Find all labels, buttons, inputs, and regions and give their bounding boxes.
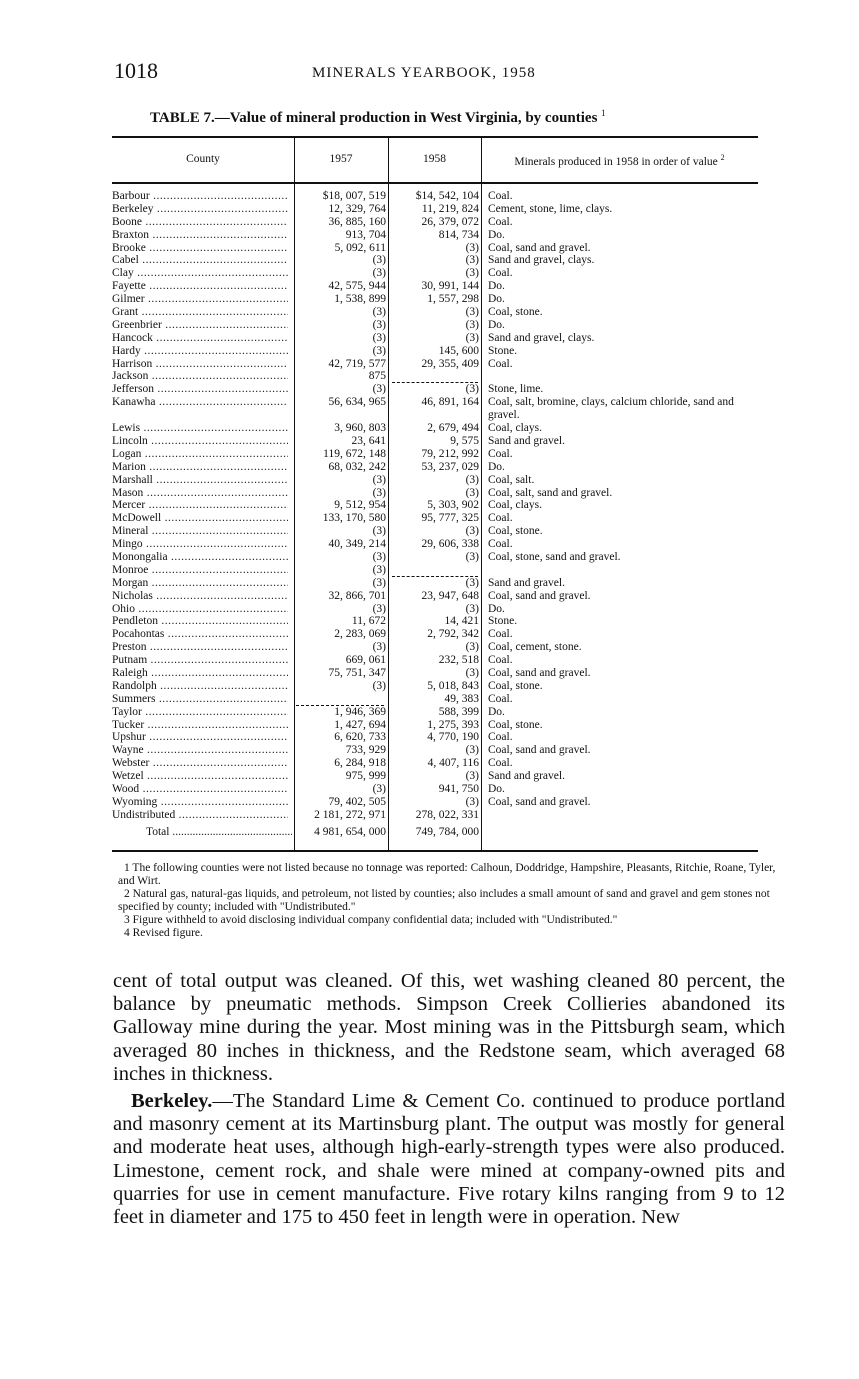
table-row [112, 216, 758, 229]
total-1957: 4 981, 654, 000 [314, 826, 386, 838]
county-cell: Berkeley ..... [112, 203, 288, 216]
value-1958-cell: (3) [465, 254, 479, 267]
value-1957-cell: 1, 946, 369 [334, 705, 386, 718]
value-1958-cell: (3) [465, 744, 479, 757]
table-row [112, 242, 758, 255]
table-row [112, 796, 758, 809]
body-paragraph-2 [113, 1090, 785, 1229]
running-title: MINERALS YEARBOOK, 1958 [312, 65, 536, 81]
table-row [112, 615, 758, 628]
value-1958-cell: $14, 542, 104 [415, 190, 479, 202]
value-1957-cell: 75, 751, 347 [328, 666, 386, 679]
value-1958-cell: 2, 792, 342 [427, 628, 479, 641]
table-row [112, 190, 758, 203]
value-1958-cell: 29, 606, 338 [421, 538, 479, 551]
county-cell: Webster ..... [112, 757, 288, 770]
value-1958-cell: 53, 237, 029 [421, 460, 479, 473]
county-cell: Greenbrier ..... [112, 319, 288, 332]
value-1958-cell: (3) [465, 770, 479, 783]
value-1957-cell: 79, 402, 505 [328, 795, 386, 808]
county-cell: Wyoming ..... [112, 796, 288, 809]
value-1958-cell: (3) [465, 306, 479, 319]
county-cell: Ohio ..... [112, 603, 288, 616]
value-1958-cell: 30, 991, 144 [421, 280, 479, 293]
table-row [112, 332, 758, 345]
minerals-cell: Coal, stone. [488, 679, 543, 692]
value-1958-cell: 46, 891, 164 [421, 396, 479, 409]
table-row [112, 667, 758, 680]
value-1958-cell: 29, 355, 409 [421, 357, 479, 370]
county-cell: Lewis ..... [112, 422, 288, 435]
value-1957-cell: (3) [372, 306, 386, 319]
total-1958: 749, 784, 000 [415, 826, 479, 838]
county-cell: Monongalia ..... [112, 551, 288, 564]
value-1958-cell: 5, 018, 843 [427, 679, 479, 692]
table-row [112, 680, 758, 693]
county-cell: Mineral ..... [112, 525, 288, 538]
county-cell: Mason ..... [112, 487, 288, 500]
value-1957-cell: 36, 885, 160 [328, 215, 386, 228]
footnote-4: 4 Revised figure. [124, 927, 203, 939]
county-cell: Morgan ..... [112, 577, 288, 590]
table-row [112, 422, 758, 435]
value-1957-cell: 11, 672 [351, 615, 386, 628]
table-row [112, 319, 758, 332]
value-1957-cell: 40, 349, 214 [328, 538, 386, 551]
value-1958-cell: 11, 219, 824 [421, 202, 479, 215]
value-1958-cell: 588, 399 [438, 705, 479, 718]
minerals-cell: Coal, salt, sand and gravel. [488, 486, 613, 499]
table-row [112, 474, 758, 487]
minerals-cell: Coal, clays. [488, 499, 542, 512]
value-1957-cell: 913, 704 [345, 228, 386, 241]
column-header-1958: 1958 [423, 153, 446, 165]
minerals-cell: Do. [488, 280, 505, 293]
minerals-cell: Coal. [488, 538, 513, 551]
value-1958-cell: 232, 518 [438, 654, 479, 667]
value-1957-cell: 5, 092, 611 [334, 241, 386, 254]
county-cell: Monroe ..... [112, 564, 288, 577]
value-1958-cell: (3) [465, 525, 479, 538]
minerals-cell: Coal. [488, 692, 513, 705]
page-header [114, 58, 754, 90]
footnote-2: 2 Natural gas, natural-gas liquids, and petroleum, not listed by counties; also includes a small amount of sand and gravel and gem stones not specified by county; included with "Undistributed." [118, 888, 770, 913]
table-row [112, 435, 758, 448]
dashed-rule [392, 576, 478, 577]
county-cell: Raleigh ..... [112, 667, 288, 680]
value-1957-cell: 133, 170, 580 [322, 512, 386, 525]
minerals-cell: Stone. [488, 344, 518, 357]
table-row [112, 203, 758, 216]
value-1958-cell: (3) [465, 666, 479, 679]
minerals-cell: Coal, sand and gravel. [488, 744, 591, 757]
value-1958-cell: 941, 750 [438, 782, 479, 795]
table-row [112, 770, 758, 783]
value-1957-cell: 23, 641 [351, 434, 386, 447]
value-1957-cell: (3) [372, 576, 386, 589]
county-cell: Clay ..... [112, 267, 288, 280]
minerals-cell: Coal. [488, 731, 513, 744]
page-number: 1018 [114, 58, 158, 83]
county-cell: Gilmer ..... [112, 293, 288, 306]
minerals-cell: Sand and gravel. [488, 434, 565, 447]
value-1957-cell: 669, 061 [345, 654, 386, 667]
county-cell: Upshur ..... [112, 731, 288, 744]
minerals-cell: Coal, salt, bromine, clays, calcium chloride, sand and gravel. [488, 396, 734, 422]
minerals-cell: Do. [488, 460, 505, 473]
value-1957-cell: 32, 866, 701 [328, 589, 386, 602]
value-1957-cell: (3) [372, 473, 386, 486]
value-1957-cell: 68, 032, 242 [328, 460, 386, 473]
county-cell: Taylor ..... [112, 706, 288, 719]
value-1958-cell: 9, 575 [450, 434, 479, 447]
value-1958-cell: (3) [465, 576, 479, 589]
table-title-text: TABLE 7.—Value of mineral production in West Virginia, by counties [150, 110, 598, 126]
value-1958-cell: 278, 022, 331 [415, 808, 479, 821]
value-1957-cell: (3) [372, 602, 386, 615]
value-1958-cell: (3) [465, 331, 479, 344]
table-row [112, 654, 758, 667]
county-cell: Mercer ..... [112, 499, 288, 512]
table-row [112, 293, 758, 306]
minerals-cell: Coal. [488, 357, 513, 370]
table-row [112, 267, 758, 280]
value-1957-cell: (3) [372, 641, 386, 654]
value-1957-cell: 12, 329, 764 [328, 202, 386, 215]
minerals-cell: Do. [488, 705, 505, 718]
county-cell: Braxton ..... [112, 229, 288, 242]
value-1957-cell: (3) [372, 254, 386, 267]
value-1957-cell: 42, 719, 577 [328, 357, 386, 370]
county-cell: Hardy ..... [112, 345, 288, 358]
minerals-cell: Coal. [488, 757, 513, 770]
value-1957-cell: 1, 538, 899 [334, 293, 386, 306]
minerals-cell: Do. [488, 318, 505, 331]
total-label: Total ..... [146, 826, 292, 838]
county-cell: Pocahontas ..... [112, 628, 288, 641]
table-row [112, 731, 758, 744]
value-1957-cell: 42, 575, 944 [328, 280, 386, 293]
value-1958-cell: (3) [465, 486, 479, 499]
county-cell: Summers ..... [112, 693, 288, 706]
column-header-minerals-note: 2 [720, 153, 725, 162]
value-1958-cell: 79, 212, 992 [421, 447, 479, 460]
table-row [112, 603, 758, 616]
minerals-cell: Coal. [488, 654, 513, 667]
table-row [112, 254, 758, 267]
value-1957-cell: 119, 672, 148 [323, 447, 386, 460]
table-bottom-rule [112, 850, 758, 852]
minerals-cell: Coal, stone. [488, 306, 543, 319]
table-row [112, 693, 758, 706]
minerals-cell: Coal, stone. [488, 525, 543, 538]
table-row [112, 809, 758, 822]
minerals-cell: Coal. [488, 267, 513, 280]
value-1958-cell: (3) [465, 795, 479, 808]
county-cell: Randolph ..... [112, 680, 288, 693]
table-row [112, 358, 758, 371]
value-1958-cell: 1, 275, 393 [427, 718, 479, 731]
county-cell: Marshall ..... [112, 474, 288, 487]
minerals-cell: Do. [488, 228, 505, 241]
value-1958-cell: 814, 734 [438, 228, 479, 241]
minerals-cell: Coal, sand and gravel. [488, 589, 591, 602]
value-1958-cell: 14, 421 [444, 615, 479, 628]
value-1957-cell: 875 [368, 370, 386, 383]
value-1958-cell: (3) [465, 473, 479, 486]
footnote-1: 1 The following counties were not listed because no tonnage was reported: Calhoun, Doddridge, Hampshire, Pleasants, Ritchie, Roane, Tyler, and Wirt. [118, 862, 776, 887]
mineral-production-table [112, 136, 758, 852]
table-row [112, 551, 758, 564]
table-row [112, 590, 758, 603]
minerals-cell: Coal, sand and gravel. [488, 795, 591, 808]
footnote-3: 3 Figure withheld to avoid disclosing individual company confidential data; included with "Undistributed." [124, 914, 618, 926]
county-cell: Wetzel ..... [112, 770, 288, 783]
minerals-cell: Sand and gravel. [488, 576, 565, 589]
value-1958-cell: 1, 557, 298 [427, 293, 479, 306]
county-cell: Brooke ..... [112, 242, 288, 255]
county-cell: Marion ..... [112, 461, 288, 474]
value-1957-cell: 2 181, 272, 971 [314, 808, 386, 821]
value-1958-cell: (3) [465, 241, 479, 254]
value-1958-cell: 145, 600 [438, 344, 479, 357]
minerals-cell: Coal. [488, 628, 513, 641]
value-1957-cell: (3) [372, 383, 386, 396]
value-1957-cell: (3) [372, 550, 386, 563]
table-row [112, 499, 758, 512]
column-header-1957: 1957 [329, 153, 353, 165]
minerals-cell: Do. [488, 782, 505, 795]
berkeley-heading: Berkeley. [131, 1090, 213, 1113]
table-body [112, 190, 758, 822]
county-cell: Undistributed ..... [112, 809, 288, 822]
county-cell: Grant ..... [112, 306, 288, 319]
table-title [150, 108, 606, 127]
table-title-note: 1 [601, 108, 606, 118]
column-header-minerals [481, 153, 758, 168]
minerals-cell: Cement, stone, lime, clays. [488, 202, 613, 215]
value-1957-cell: (3) [372, 525, 386, 538]
minerals-cell: Coal, sand and gravel. [488, 666, 591, 679]
minerals-cell: Stone. [488, 615, 518, 628]
minerals-cell: Coal. [488, 190, 513, 202]
minerals-cell: Coal, salt. [488, 473, 535, 486]
county-cell: Jackson ..... [112, 370, 288, 383]
minerals-cell: Coal, stone. [488, 718, 543, 731]
county-cell: Hancock ..... [112, 332, 288, 345]
table-row [112, 229, 758, 242]
value-1958-cell: 2, 679, 494 [427, 422, 479, 435]
value-1957-cell: 3, 960, 803 [334, 422, 386, 435]
county-cell: Barbour ..... [112, 190, 288, 203]
minerals-cell: Sand and gravel. [488, 770, 565, 783]
table-row [112, 641, 758, 654]
value-1958-cell: 23, 947, 648 [421, 589, 479, 602]
value-1957-cell: 9, 512, 954 [334, 499, 386, 512]
table-row [112, 706, 758, 719]
column-header-county: County [186, 153, 220, 165]
value-1957-cell: 2, 283, 069 [334, 628, 386, 641]
column-header-minerals-text: Minerals produced in 1958 in order of value [514, 155, 718, 168]
county-cell: Putnam ..... [112, 654, 288, 667]
county-cell: Tucker ..... [112, 719, 288, 732]
minerals-cell: Sand and gravel, clays. [488, 254, 595, 267]
county-cell: Jefferson ..... [112, 383, 288, 396]
value-1957-cell: 56, 634, 965 [328, 396, 386, 409]
county-cell: McDowell ..... [112, 512, 288, 525]
body-paragraph-2-text: —The Standard Lime & Cement Co. continued to produce portland and masonry cement at its Martinsburg plant. The output was mostly for general and moderate heat uses, although high-early-strength types were also produced. Limestone, cement rock, and shale were mined at company-owned pits and quarries for use in cement manufacture. Five rotary kilns ranging from 9 to 12 feet in diameter and 175 to 450 feet in length were in operation. New [113, 1090, 785, 1229]
minerals-cell: Coal. [488, 215, 513, 228]
minerals-cell: Coal, stone, sand and gravel. [488, 550, 621, 563]
county-cell: Harrison ..... [112, 358, 288, 371]
body-paragraph-1: cent of total output was cleaned. Of this, wet washing cleaned 80 percent, the balance by pneumatic methods. Simpson Creek Collieries abandoned its Galloway mine during the year. Most mining was in the Pittsburgh seam, which averaged 80 inches in thickness, and the Redstone seam, which averaged 68 inches in thickness. [113, 970, 785, 1085]
value-1957-cell: 6, 284, 918 [334, 757, 386, 770]
value-1958-cell: 5, 303, 902 [427, 499, 479, 512]
minerals-cell: Do. [488, 293, 505, 306]
value-1957-cell: (3) [372, 782, 386, 795]
table-row [112, 757, 758, 770]
county-cell: Cabel ..... [112, 254, 288, 267]
value-1957-cell: (3) [372, 563, 386, 576]
county-cell: Pendleton ..... [112, 615, 288, 628]
value-1958-cell: (3) [465, 318, 479, 331]
table-row [112, 383, 758, 396]
table-total-row [112, 826, 758, 840]
value-1957-cell: (3) [372, 318, 386, 331]
value-1957-cell: (3) [372, 267, 386, 280]
minerals-cell: Coal, clays. [488, 422, 542, 435]
table-row [112, 448, 758, 461]
value-1958-cell: (3) [465, 641, 479, 654]
value-1958-cell: 95, 777, 325 [421, 512, 479, 525]
minerals-cell: Do. [488, 602, 505, 615]
minerals-cell: Coal. [488, 447, 513, 460]
value-1958-cell: 26, 379, 072 [421, 215, 479, 228]
table-row [112, 538, 758, 551]
county-cell: Wayne ..... [112, 744, 288, 757]
county-cell: Kanawha ..... [112, 396, 288, 409]
county-cell: Wood ..... [112, 783, 288, 796]
table-row [112, 345, 758, 358]
table-row [112, 306, 758, 319]
value-1957-cell: (3) [372, 679, 386, 692]
value-1958-cell: (3) [465, 550, 479, 563]
value-1958-cell: 49, 383 [444, 692, 479, 705]
dashed-rule [296, 705, 384, 706]
table-header-row [112, 138, 758, 184]
minerals-cell: Coal. [488, 512, 513, 525]
table-row [112, 512, 758, 525]
table-row [112, 280, 758, 293]
value-1957-cell: (3) [372, 486, 386, 499]
table-row [112, 783, 758, 796]
value-1958-cell: (3) [465, 383, 479, 396]
value-1958-cell: (3) [465, 602, 479, 615]
county-cell: Nicholas ..... [112, 590, 288, 603]
table-row [112, 744, 758, 757]
table-row [112, 719, 758, 732]
value-1957-cell: 1, 427, 694 [334, 718, 386, 731]
footnotes [118, 862, 786, 940]
table-row [112, 461, 758, 474]
county-cell: Fayette ..... [112, 280, 288, 293]
value-1958-cell: 4, 770, 190 [427, 731, 479, 744]
dashed-rule [392, 382, 478, 383]
table-row [112, 628, 758, 641]
table-row [112, 577, 758, 590]
county-cell: Boone ..... [112, 216, 288, 229]
minerals-cell: Stone, lime. [488, 383, 544, 396]
minerals-cell: Coal, sand and gravel. [488, 241, 591, 254]
table-row [112, 487, 758, 500]
value-1958-cell: 4, 407, 116 [427, 757, 479, 770]
value-1957-cell: (3) [372, 344, 386, 357]
value-1957-cell: (3) [372, 331, 386, 344]
value-1958-cell: (3) [465, 267, 479, 280]
table-row [112, 396, 758, 422]
value-1957-cell: 733, 929 [345, 744, 386, 757]
value-1957-cell: $18, 007, 519 [322, 190, 386, 202]
value-1957-cell: 975, 999 [345, 770, 386, 783]
table-row [112, 525, 758, 538]
county-cell: Preston ..... [112, 641, 288, 654]
county-cell: Mingo ..... [112, 538, 288, 551]
county-cell: Logan ..... [112, 448, 288, 461]
body-text [113, 970, 785, 1233]
value-1957-cell: 6, 620, 733 [334, 731, 386, 744]
minerals-cell: Coal, cement, stone. [488, 641, 582, 654]
minerals-cell: Sand and gravel, clays. [488, 331, 595, 344]
county-cell: Lincoln ..... [112, 435, 288, 448]
